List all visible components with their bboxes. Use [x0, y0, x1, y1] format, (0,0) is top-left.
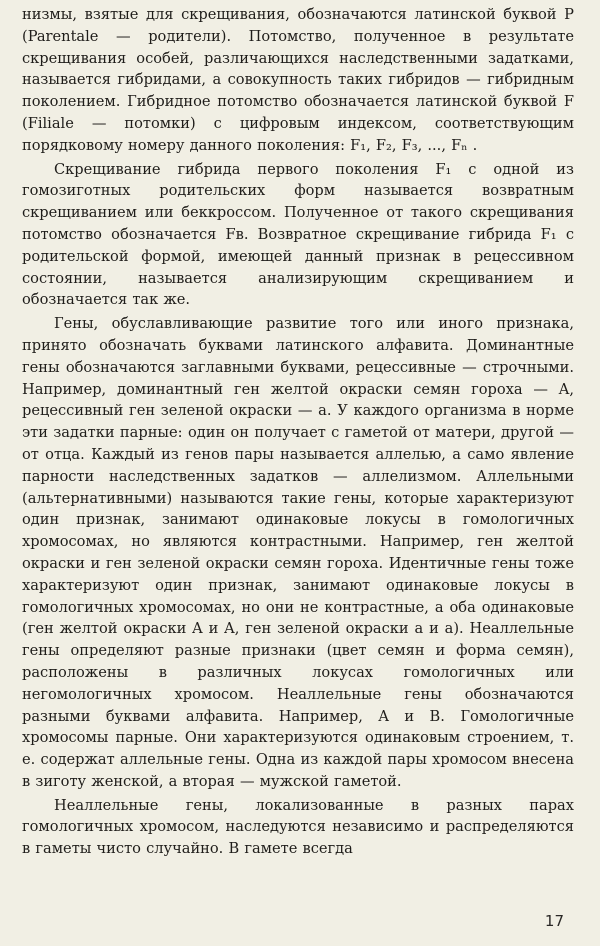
- paragraph-1: низмы, взятые для скрещивания, обозначаются латинской буквой P (Parentale — родители). Потомство, полученное в результате скрещивания особей, различающихся наследственными задатками, называется гибридами, а совокупность таких гибридов — гибридным поколением. Гибридное потомство обозначается латинской буквой F (Filiale — потомки) с цифровым индексом, соответствующим порядковому номеру данного поколения: F₁, F₂, F₃, ..., Fₙ .: [22, 6, 574, 154]
- paragraph-4: Неаллельные гены, локализованные в разных парах гомологичных хромосом, наследуются независимо и распределяются в гаметы чисто случайно. В гамете всегда: [22, 796, 574, 858]
- page-body: [22, 4, 574, 860]
- page-number: 17: [544, 912, 564, 930]
- paragraph-3: Гены, обуславливающие развитие того или иного признака, принято обозначать буквами латинского алфавита. Доминантные гены обозначаются заглавными буквами, рецессивные — строчными. Например, доминантный ген желтой окраски семян гороха — A, рецессивный ген зеленой окраски — a. У каждого организма в норме эти задатки парные: один он получает с гаметой от матери, другой — от отца. Каждый из генов пары называется аллелью, а само явление парности наследственных задатков — аллелизмом. Аллельными (альтернативными) называются такие гены, которые характеризуют один признак, занимают одинаковые локусы в гомологичных хромосомах, но являются контрастными. Например, ген желтой окраски и ген зеленой окраски семян гороха. Идентичные гены тоже характеризуют один признак, занимают одинаковые локусы в гомологичных хромосомах, но они не контрастные, а оба одинаковые (ген желтой окраски A и A, ген зеленой окраски a и a). Неаллельные гены определяют разные признаки (цвет семян и форма семян), расположены в различных локусах гомологичных или негомологичных хромосом. Неаллельные гены обозначаются разными буквами алфавита. Например, A и B. Гомологичные хромосомы парные. Они характеризуются одинаковым строением, т. е. содержат аллельные гены. Одна из каждой пары хромосом внесена в зиготу женской, а вторая — мужской гаметой.: [22, 315, 574, 790]
- paragraph-2: Скрещивание гибрида первого поколения F₁ с одной из гомозиготных родительских форм называется возвратным скрещиванием или беккроссом. Полученное от такого скрещивания потомство обозначается Fв. Возвратное скрещивание гибрида F₁ с родительской формой, имеющей данный признак в рецессивном состоянии, называется анализирующим скрещиванием и обозначается так же.: [22, 160, 574, 309]
